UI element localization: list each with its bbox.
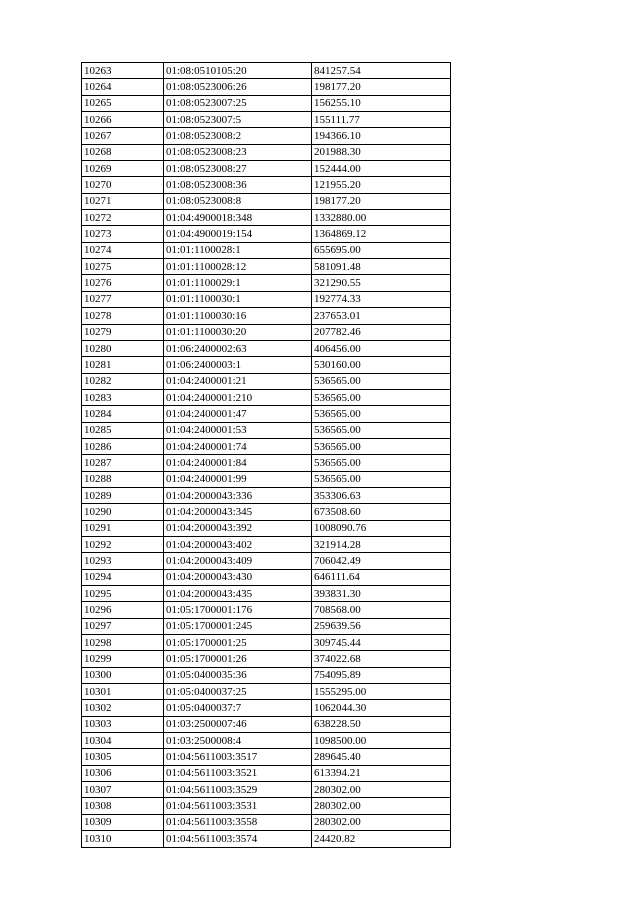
value-cell: 708568.00	[312, 602, 451, 618]
table-row	[82, 667, 451, 683]
row-number-cell: 10272	[82, 210, 164, 226]
value-cell: 393831.30	[312, 586, 451, 602]
cadastral-number-cell: 01:04:2000043:336	[164, 487, 312, 503]
value-cell: 1555295.00	[312, 684, 451, 700]
cadastral-number-cell: 01:08:0510105:20	[164, 63, 312, 79]
table-row	[82, 651, 451, 667]
table-row	[82, 684, 451, 700]
row-number-cell: 10302	[82, 700, 164, 716]
value-cell: 280302.00	[312, 782, 451, 798]
row-number-cell: 10296	[82, 602, 164, 618]
value-cell: 536565.00	[312, 438, 451, 454]
table-row	[82, 63, 451, 79]
cadastral-number-cell: 01:04:2400001:21	[164, 373, 312, 389]
cadastral-number-cell: 01:08:0523008:2	[164, 128, 312, 144]
row-number-cell: 10275	[82, 259, 164, 275]
table-row	[82, 128, 451, 144]
row-number-cell: 10294	[82, 569, 164, 585]
cadastral-number-cell: 01:06:2400002:63	[164, 340, 312, 356]
cadastral-number-cell: 01:04:4900018:348	[164, 210, 312, 226]
row-number-cell: 10291	[82, 520, 164, 536]
cadastral-number-cell: 01:04:2400001:53	[164, 422, 312, 438]
cadastral-number-cell: 01:05:1700001:176	[164, 602, 312, 618]
value-cell: 613394.21	[312, 765, 451, 781]
cadastral-number-cell: 01:04:5611003:3517	[164, 749, 312, 765]
cadastral-number-cell: 01:05:0400037:25	[164, 684, 312, 700]
value-cell: 237653.01	[312, 308, 451, 324]
cadastral-number-cell: 01:04:2000043:409	[164, 553, 312, 569]
table-row	[82, 520, 451, 536]
table-row	[82, 406, 451, 422]
cadastral-number-cell: 01:04:5611003:3574	[164, 831, 312, 847]
table-row	[82, 193, 451, 209]
row-number-cell: 10269	[82, 161, 164, 177]
table-row	[82, 161, 451, 177]
value-cell: 536565.00	[312, 422, 451, 438]
row-number-cell: 10285	[82, 422, 164, 438]
value-cell: 406456.00	[312, 340, 451, 356]
table-row	[82, 618, 451, 634]
table-body	[82, 63, 451, 848]
value-cell: 536565.00	[312, 455, 451, 471]
value-cell: 1098500.00	[312, 733, 451, 749]
table-row	[82, 635, 451, 651]
cadastral-number-cell: 01:01:1100030:20	[164, 324, 312, 340]
row-number-cell: 10274	[82, 242, 164, 258]
cadastral-number-cell: 01:08:0523006:26	[164, 79, 312, 95]
table-row	[82, 340, 451, 356]
row-number-cell: 10306	[82, 765, 164, 781]
cadastral-number-cell: 01:05:1700001:25	[164, 635, 312, 651]
cadastral-number-cell: 01:03:2500007:46	[164, 716, 312, 732]
value-cell: 1364869.12	[312, 226, 451, 242]
row-number-cell: 10288	[82, 471, 164, 487]
cadastral-number-cell: 01:04:2000043:435	[164, 586, 312, 602]
value-cell: 280302.00	[312, 798, 451, 814]
value-cell: 841257.54	[312, 63, 451, 79]
table-row	[82, 586, 451, 602]
row-number-cell: 10304	[82, 733, 164, 749]
cadastral-number-cell: 01:08:0523008:27	[164, 161, 312, 177]
table-row	[82, 487, 451, 503]
value-cell: 638228.50	[312, 716, 451, 732]
cadastral-number-cell: 01:04:5611003:3521	[164, 765, 312, 781]
value-cell: 201988.30	[312, 144, 451, 160]
row-number-cell: 10310	[82, 831, 164, 847]
row-number-cell: 10268	[82, 144, 164, 160]
row-number-cell: 10278	[82, 308, 164, 324]
cadastral-number-cell: 01:04:2400001:84	[164, 455, 312, 471]
cadastral-number-cell: 01:01:1100030:1	[164, 291, 312, 307]
table-row	[82, 291, 451, 307]
row-number-cell: 10309	[82, 814, 164, 830]
value-cell: 536565.00	[312, 406, 451, 422]
row-number-cell: 10305	[82, 749, 164, 765]
table-row	[82, 422, 451, 438]
cadastral-number-cell: 01:05:1700001:26	[164, 651, 312, 667]
row-number-cell: 10263	[82, 63, 164, 79]
cadastral-number-cell: 01:04:2400001:74	[164, 438, 312, 454]
data-table	[81, 62, 451, 848]
value-cell: 321290.55	[312, 275, 451, 291]
row-number-cell: 10282	[82, 373, 164, 389]
table-row	[82, 275, 451, 291]
row-number-cell: 10271	[82, 193, 164, 209]
table-row	[82, 733, 451, 749]
value-cell: 24420.82	[312, 831, 451, 847]
row-number-cell: 10280	[82, 340, 164, 356]
table-row	[82, 226, 451, 242]
cadastral-number-cell: 01:05:0400035:36	[164, 667, 312, 683]
row-number-cell: 10298	[82, 635, 164, 651]
value-cell: 673508.60	[312, 504, 451, 520]
table-row	[82, 177, 451, 193]
table-row	[82, 373, 451, 389]
value-cell: 754095.89	[312, 667, 451, 683]
value-cell: 259639.56	[312, 618, 451, 634]
table-row	[82, 765, 451, 781]
value-cell: 156255.10	[312, 95, 451, 111]
value-cell: 581091.48	[312, 259, 451, 275]
table-row	[82, 831, 451, 847]
cadastral-number-cell: 01:03:2500008:4	[164, 733, 312, 749]
cadastral-number-cell: 01:06:2400003:1	[164, 357, 312, 373]
cadastral-number-cell: 01:04:2000043:392	[164, 520, 312, 536]
row-number-cell: 10281	[82, 357, 164, 373]
value-cell: 152444.00	[312, 161, 451, 177]
table-row	[82, 700, 451, 716]
row-number-cell: 10300	[82, 667, 164, 683]
value-cell: 374022.68	[312, 651, 451, 667]
cadastral-number-cell: 01:08:0523007:25	[164, 95, 312, 111]
table-row	[82, 504, 451, 520]
cadastral-number-cell: 01:04:2400001:99	[164, 471, 312, 487]
value-cell: 198177.20	[312, 79, 451, 95]
table-row	[82, 210, 451, 226]
table-row	[82, 95, 451, 111]
cadastral-number-cell: 01:04:4900019:154	[164, 226, 312, 242]
cadastral-number-cell: 01:01:1100030:16	[164, 308, 312, 324]
row-number-cell: 10264	[82, 79, 164, 95]
row-number-cell: 10287	[82, 455, 164, 471]
row-number-cell: 10297	[82, 618, 164, 634]
cadastral-number-cell: 01:08:0523008:8	[164, 193, 312, 209]
value-cell: 1332880.00	[312, 210, 451, 226]
value-cell: 192774.33	[312, 291, 451, 307]
table-row	[82, 259, 451, 275]
value-cell: 289645.40	[312, 749, 451, 765]
table-row	[82, 455, 451, 471]
cadastral-number-cell: 01:04:2000043:402	[164, 536, 312, 552]
cadastral-number-cell: 01:04:2000043:430	[164, 569, 312, 585]
value-cell: 353306.63	[312, 487, 451, 503]
table-row	[82, 389, 451, 405]
row-number-cell: 10307	[82, 782, 164, 798]
cadastral-number-cell: 01:05:1700001:245	[164, 618, 312, 634]
value-cell: 280302.00	[312, 814, 451, 830]
table-row	[82, 471, 451, 487]
cadastral-number-cell: 01:01:1100029:1	[164, 275, 312, 291]
row-number-cell: 10290	[82, 504, 164, 520]
row-number-cell: 10292	[82, 536, 164, 552]
table-row	[82, 716, 451, 732]
value-cell: 155111.77	[312, 112, 451, 128]
value-cell: 530160.00	[312, 357, 451, 373]
row-number-cell: 10286	[82, 438, 164, 454]
table-row	[82, 308, 451, 324]
value-cell: 706042.49	[312, 553, 451, 569]
table-row	[82, 79, 451, 95]
cadastral-number-cell: 01:01:1100028:12	[164, 259, 312, 275]
value-cell: 121955.20	[312, 177, 451, 193]
table-row	[82, 798, 451, 814]
row-number-cell: 10279	[82, 324, 164, 340]
row-number-cell: 10308	[82, 798, 164, 814]
table-row	[82, 112, 451, 128]
table-row	[82, 357, 451, 373]
value-cell: 536565.00	[312, 471, 451, 487]
table-row	[82, 324, 451, 340]
cadastral-number-cell: 01:04:2400001:47	[164, 406, 312, 422]
row-number-cell: 10265	[82, 95, 164, 111]
value-cell: 536565.00	[312, 389, 451, 405]
row-number-cell: 10283	[82, 389, 164, 405]
cadastral-number-cell: 01:04:5611003:3558	[164, 814, 312, 830]
value-cell: 194366.10	[312, 128, 451, 144]
cadastral-number-cell: 01:01:1100028:1	[164, 242, 312, 258]
value-cell: 207782.46	[312, 324, 451, 340]
value-cell: 655695.00	[312, 242, 451, 258]
table-row	[82, 782, 451, 798]
row-number-cell: 10293	[82, 553, 164, 569]
row-number-cell: 10301	[82, 684, 164, 700]
value-cell: 321914.28	[312, 536, 451, 552]
table-row	[82, 242, 451, 258]
value-cell: 1062044.30	[312, 700, 451, 716]
cadastral-number-cell: 01:08:0523008:23	[164, 144, 312, 160]
cadastral-number-cell: 01:08:0523008:36	[164, 177, 312, 193]
value-cell: 198177.20	[312, 193, 451, 209]
cadastral-number-cell: 01:04:5611003:3531	[164, 798, 312, 814]
table-row	[82, 814, 451, 830]
table-row	[82, 569, 451, 585]
row-number-cell: 10289	[82, 487, 164, 503]
value-cell: 536565.00	[312, 373, 451, 389]
row-number-cell: 10295	[82, 586, 164, 602]
cadastral-number-cell: 01:04:2000043:345	[164, 504, 312, 520]
row-number-cell: 10284	[82, 406, 164, 422]
value-cell: 1008090.76	[312, 520, 451, 536]
row-number-cell: 10270	[82, 177, 164, 193]
value-cell: 309745.44	[312, 635, 451, 651]
table-row	[82, 438, 451, 454]
cadastral-number-cell: 01:04:2400001:210	[164, 389, 312, 405]
row-number-cell: 10267	[82, 128, 164, 144]
table-row	[82, 553, 451, 569]
cadastral-number-cell: 01:04:5611003:3529	[164, 782, 312, 798]
row-number-cell: 10273	[82, 226, 164, 242]
table-row	[82, 144, 451, 160]
row-number-cell: 10276	[82, 275, 164, 291]
cadastral-number-cell: 01:05:0400037:7	[164, 700, 312, 716]
row-number-cell: 10266	[82, 112, 164, 128]
row-number-cell: 10277	[82, 291, 164, 307]
cadastral-number-cell: 01:08:0523007:5	[164, 112, 312, 128]
table-row	[82, 602, 451, 618]
table-row	[82, 749, 451, 765]
row-number-cell: 10299	[82, 651, 164, 667]
row-number-cell: 10303	[82, 716, 164, 732]
value-cell: 646111.64	[312, 569, 451, 585]
table-row	[82, 536, 451, 552]
